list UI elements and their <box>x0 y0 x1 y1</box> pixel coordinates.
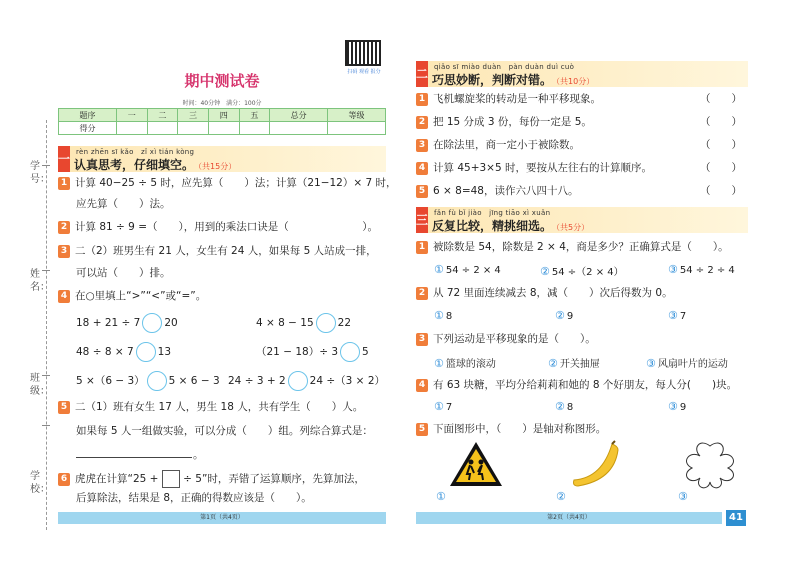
judge-paren[interactable]: （ ） <box>700 116 742 128</box>
score-table-head <box>59 109 386 122</box>
section-title <box>74 156 236 173</box>
question-text: 从 72 里面连续减去 8，减（ ）次后得数为 0。 <box>433 287 673 299</box>
question-number: 5 <box>416 423 428 436</box>
compare-left: （21 − 18）÷ 3 <box>256 346 339 358</box>
page-number-badge: 41 <box>726 510 746 526</box>
compare-right: 24 ÷（3 × 2） <box>309 375 386 387</box>
section-number: 一 <box>58 146 70 172</box>
binding-tick <box>42 270 50 271</box>
option-mark: ② <box>556 490 566 503</box>
option-text: 7 <box>679 311 687 322</box>
option-mark: ① <box>434 263 444 276</box>
question-number: 5 <box>58 401 70 414</box>
choice-option[interactable] <box>668 309 686 322</box>
option-mark: ③ <box>668 400 678 413</box>
qr-code-icon[interactable] <box>345 40 381 66</box>
option-mark: ① <box>434 357 444 370</box>
option-mark: ① <box>434 400 444 413</box>
footer-left: 第1页（共4页） <box>58 512 386 524</box>
page-title: 期中测试卷 <box>184 72 260 90</box>
section-title <box>432 71 594 88</box>
option-mark: ② <box>555 309 565 322</box>
fill-question-6-cont: 后算除法，结果是 8，正确的得数应该是（ ）。 <box>76 492 312 504</box>
section-points: （共15分） <box>198 162 237 171</box>
question-number: 4 <box>416 379 428 392</box>
question-number: 2 <box>416 116 428 129</box>
choice-option[interactable] <box>434 355 496 370</box>
section-points: （共10分） <box>556 77 595 86</box>
question-number: 3 <box>58 245 70 258</box>
judge-question-1 <box>416 92 601 106</box>
choice-option[interactable] <box>434 309 452 322</box>
question-text: 把 15 分成 3 份，每份一定是 5。 <box>433 116 592 128</box>
question-number: 1 <box>416 241 428 254</box>
score-table <box>58 108 386 135</box>
choice-question-5 <box>416 422 606 436</box>
binding-tick <box>42 165 50 166</box>
score-head-cell: 二 <box>147 109 178 122</box>
judge-paren[interactable]: （ ） <box>700 139 742 151</box>
compare-item <box>256 342 369 362</box>
compare-left: 5 ×（6 − 3） <box>76 375 145 387</box>
binding-line <box>46 120 47 530</box>
option-mark: ② <box>540 265 550 278</box>
question-text: 被除数是 54，除数是 2 × 4，商是多少？正确算式是（ ）。 <box>433 241 729 253</box>
clover-shape-icon <box>682 440 738 490</box>
section-pinyin: qiǎo sī miào duàn pàn duàn duì cuò <box>434 63 575 71</box>
section-3-header <box>416 207 748 233</box>
section-title <box>432 217 589 234</box>
compare-item <box>228 371 385 391</box>
section-1-header <box>58 146 386 172</box>
fill-question-6 <box>58 470 365 488</box>
fill-question-3 <box>58 244 377 258</box>
blank-box[interactable] <box>162 470 180 488</box>
choice-option[interactable] <box>646 355 728 370</box>
qr-caption: 扫码 观看 报分 <box>347 69 381 75</box>
choice-question-1 <box>416 240 729 254</box>
compare-circle[interactable] <box>147 371 167 391</box>
option-text: 9 <box>566 311 574 322</box>
option-mark: ③ <box>646 357 656 370</box>
compare-right: 13 <box>157 346 172 358</box>
banana-icon <box>568 440 624 488</box>
score-cell[interactable] <box>116 122 147 135</box>
judge-paren[interactable]: （ ） <box>700 162 742 174</box>
score-cell[interactable] <box>178 122 209 135</box>
score-head-cell: 总分 <box>270 109 328 122</box>
question-text: 二（2）班男生有 21 人，女生有 24 人，如果每 5 人站成一排， <box>75 245 377 257</box>
option-text: 8 <box>445 311 453 322</box>
question-text: 计算 81 ÷ 9 =（ ），用到的乘法口诀是（ ）。 <box>75 221 378 233</box>
question-number: 3 <box>416 333 428 346</box>
binding-tick <box>42 425 50 426</box>
section-pinyin: fǎn fù bǐ jiào jīng tiāo xì xuǎn <box>434 209 551 217</box>
warning-sign-icon <box>448 440 504 488</box>
option-text: 54 ÷ 2 × 4 <box>445 265 501 276</box>
question-text: 在○里填上“>”“<”或“=”。 <box>75 290 207 302</box>
compare-circle[interactable] <box>316 313 336 333</box>
option-text: 9 <box>679 402 687 413</box>
score-cell[interactable] <box>147 122 178 135</box>
section-pinyin: rèn zhēn sī kǎo zǐ xì tián kòng <box>76 148 195 156</box>
section-number: 三 <box>416 207 428 233</box>
question-number: 3 <box>416 139 428 152</box>
score-head-cell: 三 <box>178 109 209 122</box>
question-number: 2 <box>58 221 70 234</box>
question-number: 1 <box>58 177 70 190</box>
option-text: 54 ÷（2 × 4） <box>551 267 624 278</box>
fill-question-5 <box>58 400 363 414</box>
question-number: 4 <box>58 290 70 303</box>
score-head-cell: 题序 <box>59 109 117 122</box>
choice-option[interactable] <box>555 400 573 413</box>
compare-right: 5 × 6 − 3 <box>168 375 220 387</box>
question-text: 计算 45+3×5 时，要按从左往右的计算顺序。 <box>433 162 652 174</box>
fill-question-1-cont: 应先算（ ）法。 <box>76 198 171 210</box>
option-mark: ③ <box>668 309 678 322</box>
compare-left: 24 ÷ 3 + 2 <box>228 375 286 387</box>
option-mark: ③ <box>678 490 688 503</box>
question-text: 计算 40−25 ÷ 5 时，应先算（ ）法；计算（21−12）× 7 时， <box>75 177 397 189</box>
question-text: ÷ 5”时，弄错了运算顺序，先算加法， <box>183 473 365 485</box>
judge-question-2 <box>416 115 592 129</box>
score-cell[interactable] <box>239 122 270 135</box>
question-number: 2 <box>416 287 428 300</box>
score-head-cell: 一 <box>116 109 147 122</box>
option-text: 篮球的滚动 <box>445 359 496 370</box>
section-title-text: 反复比较，精挑细选。 <box>432 219 553 233</box>
score-cell[interactable] <box>208 122 239 135</box>
choice-question-2 <box>416 286 673 300</box>
figure-option[interactable] <box>556 490 568 503</box>
compare-item <box>256 313 351 333</box>
section-title-text: 认真思考，仔细填空。 <box>74 158 195 172</box>
section-points: （共5分） <box>556 223 590 232</box>
option-mark: ② <box>548 357 558 370</box>
choice-option[interactable] <box>434 400 452 413</box>
binding-strip <box>0 0 52 566</box>
option-mark: ② <box>555 400 565 413</box>
question-number: 6 <box>58 473 70 486</box>
student-id-label: 学号： <box>30 161 50 185</box>
judge-question-5 <box>416 184 579 198</box>
exam-meta: 时间：40分钟 满分：100分 <box>182 100 262 107</box>
choice-option[interactable] <box>555 309 573 322</box>
judge-paren[interactable]: （ ） <box>700 185 742 197</box>
judge-question-3 <box>416 138 580 152</box>
choice-option[interactable] <box>548 355 600 370</box>
judge-paren[interactable]: （ ） <box>700 93 742 105</box>
compare-right: 20 <box>164 317 178 329</box>
fill-question-5-cont: 如果每 5 人一组做实验，可以分成（ ）组。列综合算式是： <box>76 425 373 437</box>
choice-question-3 <box>416 332 596 346</box>
question-number: 4 <box>416 162 428 175</box>
option-text: 风扇叶片的运动 <box>657 359 728 370</box>
question-text: 飞机螺旋桨的转动是一种平移现象。 <box>433 93 601 105</box>
binding-tick <box>42 375 50 376</box>
compare-left: 18 + 21 ÷ 7 <box>76 317 141 329</box>
option-mark: ③ <box>668 263 678 276</box>
option-text: 7 <box>445 402 453 413</box>
section-number: 二 <box>416 61 428 87</box>
figure-option[interactable] <box>678 490 690 503</box>
score-cell[interactable] <box>328 122 386 135</box>
line-end-dot: 。 <box>193 449 204 461</box>
score-table-row <box>59 122 386 135</box>
compare-item <box>76 342 171 362</box>
score-head-cell: 五 <box>239 109 270 122</box>
option-text: 开关抽屉 <box>559 359 600 370</box>
choice-option[interactable] <box>434 263 501 276</box>
score-head-cell: 等级 <box>328 109 386 122</box>
compare-left: 4 × 8 − 15 <box>256 317 314 329</box>
question-text: 在除法里，商一定小于被除数。 <box>433 139 580 151</box>
question-text: 有 63 块糖，平均分给莉莉和她的 8 个好朋友，每人分( )块。 <box>433 379 738 391</box>
compare-circle[interactable] <box>288 371 308 391</box>
question-text: 6 × 8=48，读作六八四十八。 <box>433 185 579 197</box>
fill-question-2 <box>58 220 378 234</box>
option-text: 54 ÷ 2 ÷ 4 <box>679 265 735 276</box>
fill-question-4 <box>58 289 206 303</box>
score-row-label: 得分 <box>59 122 117 135</box>
option-text: 8 <box>566 402 574 413</box>
question-number: 5 <box>416 185 428 198</box>
question-text: 下列运动是平移现象的是（ ）。 <box>433 333 596 345</box>
compare-item <box>76 371 220 391</box>
compare-item <box>76 313 178 333</box>
question-text: 二（1）班有女生 17 人，男生 18 人，共有学生（ ）人。 <box>75 401 364 413</box>
compare-circle[interactable] <box>142 313 162 333</box>
compare-circle[interactable] <box>340 342 360 362</box>
question-text: 下面图形中，（ ）是轴对称图形。 <box>433 423 607 435</box>
fill-question-1 <box>58 176 397 190</box>
compare-right: 5 <box>362 346 369 358</box>
class-label: 班级： <box>30 373 50 397</box>
compare-circle[interactable] <box>136 342 156 362</box>
choice-option[interactable] <box>668 263 735 276</box>
option-mark: ① <box>436 490 446 503</box>
choice-option[interactable] <box>668 400 686 413</box>
choice-option[interactable] <box>540 263 624 278</box>
answer-line[interactable] <box>76 457 192 458</box>
fill-question-3-cont: 可以站（ ）排。 <box>76 267 171 279</box>
question-text: 虎虎在计算“25 + <box>75 473 159 485</box>
question-number: 1 <box>416 93 428 106</box>
school-label: 学校： <box>30 471 50 495</box>
name-label: 姓名： <box>30 269 50 293</box>
section-title-text: 巧思妙断，判断对错。 <box>432 73 553 87</box>
score-cell[interactable] <box>270 122 328 135</box>
compare-left: 48 ÷ 8 × 7 <box>76 346 134 358</box>
section-2-header <box>416 61 748 87</box>
footer-right: 第2页（共4页） <box>416 512 722 524</box>
judge-question-4 <box>416 161 652 175</box>
choice-question-4 <box>416 378 737 392</box>
score-head-cell: 四 <box>208 109 239 122</box>
compare-right: 22 <box>337 317 352 329</box>
option-mark: ① <box>434 309 444 322</box>
figure-option[interactable] <box>436 490 448 503</box>
